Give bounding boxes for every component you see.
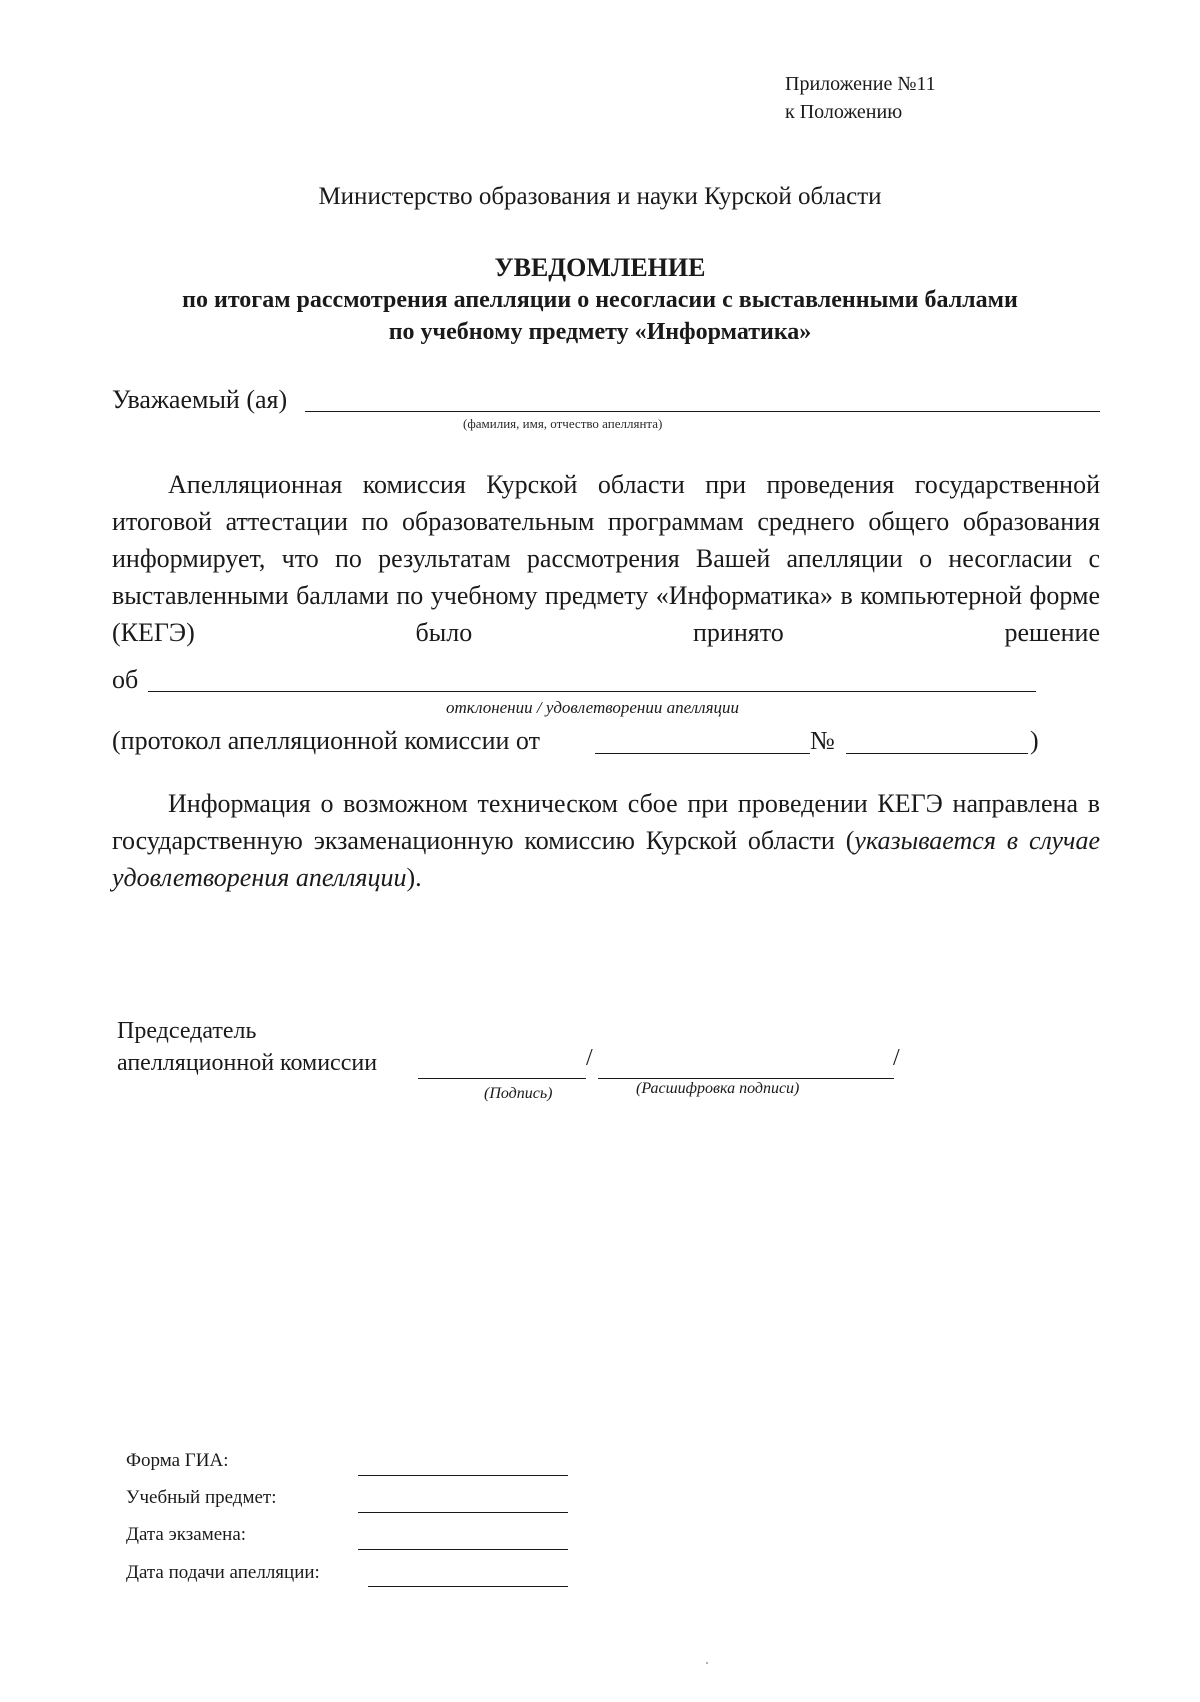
scan-speck <box>706 1662 708 1664</box>
exam-date-field[interactable] <box>358 1548 568 1550</box>
annex-line-2: к Положению <box>785 101 903 123</box>
notice-subtitle-1: по итогам рассмотрения апелляции о несогласии с выставленными баллами <box>182 287 1018 313</box>
appellant-name-field[interactable] <box>305 410 1100 412</box>
signature-slash-1: / <box>586 1045 593 1071</box>
notice-subtitle-2: по учебному предмету «Информатика» <box>388 319 812 345</box>
protocol-label: (протокол апелляционной комиссии от <box>112 726 540 755</box>
decision-caption: отклонении / удовлетворении апелляции <box>446 698 739 717</box>
technical-failure-end: ). <box>406 863 422 892</box>
protocol-close-paren: ) <box>1030 726 1039 755</box>
technical-failure-note: указывается в случае удовлетворения апелляции <box>112 826 1100 892</box>
signature-decode-caption: (Расшифровка подписи) <box>636 1080 800 1097</box>
signature-field[interactable] <box>418 1077 586 1079</box>
exam-date-label: Дата экзамена: <box>126 1524 247 1545</box>
protocol-date-field[interactable] <box>595 752 810 754</box>
signature-caption: (Подпись) <box>484 1085 553 1102</box>
signature-decode-field[interactable] <box>598 1077 894 1079</box>
notice-title-block <box>0 252 1200 348</box>
annex-note <box>785 70 936 126</box>
chairman-title-line-2: апелляционной комиссии <box>117 1050 378 1076</box>
protocol-number-field[interactable] <box>846 752 1028 754</box>
greeting-label: Уважаемый (ая) <box>112 385 288 414</box>
ministry-header: Министерство образования и науки Курской области <box>318 183 882 210</box>
gia-form-label: Форма ГИА: <box>126 1450 229 1471</box>
notice-title: УВЕДОМЛЕНИЕ <box>494 253 706 282</box>
decision-prefix: об <box>112 665 139 694</box>
protocol-number-sign: № <box>810 726 835 755</box>
appeal-date-label: Дата подачи апелляции: <box>126 1562 320 1583</box>
gia-form-field[interactable] <box>358 1474 568 1476</box>
chairman-title-line-1: Председатель <box>117 1018 257 1044</box>
signature-slash-2: / <box>893 1045 900 1071</box>
technical-failure-text: Информация о возможном техническом сбое при проведении КЕГЭ направлена в государственную экзаменационную комиссию Курской области ( <box>112 789 1100 855</box>
appeal-date-field[interactable] <box>368 1585 568 1587</box>
appellant-name-caption: (фамилия, имя, отчество апеллянта) <box>463 416 663 431</box>
subject-field[interactable] <box>358 1511 568 1513</box>
subject-label: Учебный предмет: <box>126 1487 277 1508</box>
technical-failure-paragraph <box>112 785 1100 896</box>
commission-paragraph: Апелляционная комиссия Курской области при проведения государственной итоговой аттестации по образовательным программам среднего общего образования информирует, что по результатам рассмотрения Вашей апелляции о несогласии с выставленными баллами по учебному предмету «Информатика» в компьютерной форме (КЕГЭ) было принято решение <box>112 470 1100 647</box>
annex-line-1: Приложение №11 <box>785 73 936 95</box>
decision-field[interactable] <box>148 690 1036 692</box>
